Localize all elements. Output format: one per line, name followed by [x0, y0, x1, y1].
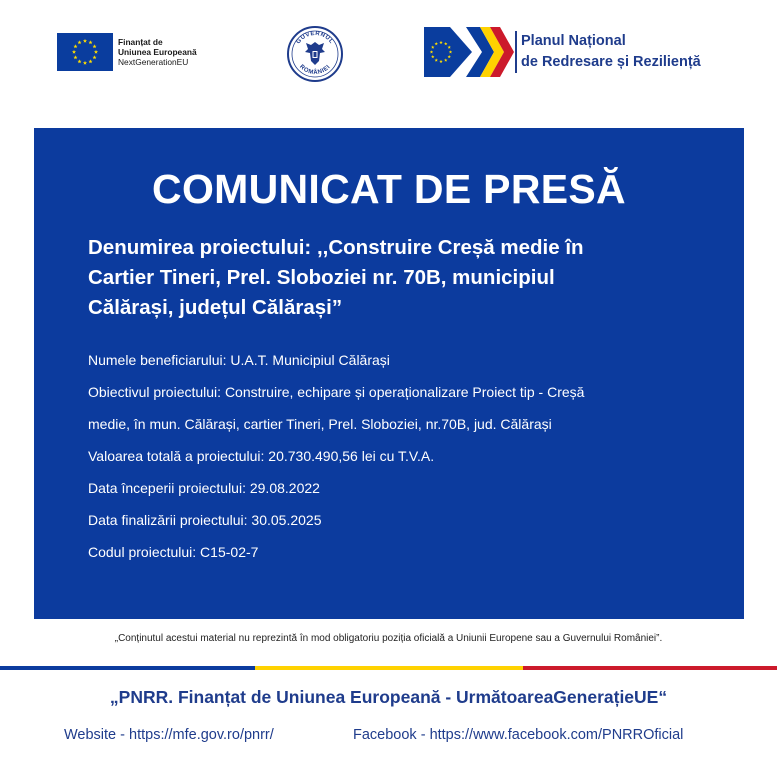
project-details — [88, 344, 708, 568]
svg-text:ROMÂNIEI: ROMÂNIEI — [298, 63, 332, 77]
eu-star-icon — [83, 39, 87, 43]
eu-star-icon — [73, 44, 77, 48]
project-name-line: Denumirea proiectului: ,,Construire Creșă medie în — [88, 236, 584, 259]
pnrr-logo-text — [515, 31, 701, 73]
press-release-panel — [34, 128, 744, 619]
pnrr-text-line2: de Redresare și Reziliență — [521, 54, 701, 70]
eu-flag-icon — [57, 33, 113, 71]
guvernul-romaniei-emblem-icon — [286, 25, 344, 83]
eu-funding-logo — [57, 33, 197, 71]
website-link[interactable]: Website - https://mfe.gov.ro/pnrr/ — [64, 727, 274, 743]
objective-line-continued: medie, în mun. Călărași, cartier Tineri, Prel. Sloboziei, nr.70B, jud. Călărași — [88, 416, 552, 432]
eu-star-icon — [77, 40, 81, 44]
eu-star-icon — [92, 55, 96, 59]
eu-star-icon — [83, 61, 87, 65]
eu-text-line3: NextGenerationEU — [118, 57, 189, 67]
objective-line: Obiectivul proiectului: Construire, echipare și operaționalizare Proiect tip - Creșă — [88, 384, 585, 400]
end-date-line: Data finalizării proiectului: 30.05.2025 — [88, 512, 322, 528]
project-name-line: Cartier Tineri, Prel. Sloboziei nr. 70B, municipiul — [88, 266, 555, 289]
eu-star-icon — [88, 40, 92, 44]
pnrr-logo — [424, 27, 701, 77]
tricolor-divider — [0, 666, 777, 670]
eu-text-line1: Finanțat de — [118, 37, 163, 47]
total-value-line: Valoarea totală a proiectului: 20.730.490,56 lei cu T.V.A. — [88, 448, 435, 464]
tricolor-red — [523, 666, 777, 670]
beneficiary-line: Numele beneficiarului: U.A.T. Municipiul Călărași — [88, 352, 390, 368]
project-name-heading — [88, 233, 688, 323]
pnrr-slogan: „PNRR. Finanțat de Uniunea Europeană - UrmătoareaGenerațieUE“ — [109, 687, 668, 707]
eu-funding-text — [118, 37, 197, 67]
start-date-line: Data începerii proiectului: 29.08.2022 — [88, 480, 320, 496]
eu-star-icon — [72, 50, 76, 54]
tricolor-yellow — [255, 666, 523, 670]
project-name-line: Călărași, județul Călărași” — [88, 296, 343, 319]
eu-star-icon — [94, 50, 98, 54]
pnrr-text-line1: Planul Național — [521, 33, 626, 49]
eu-text-line2: Uniunea Europeană — [118, 47, 197, 57]
disclaimer-text: „Conținutul acestui material nu reprezintă în mod obligatoriu poziția oficială a Uniunii Europene sau a Guvernului României”. — [114, 633, 663, 644]
eu-star-icon — [77, 59, 81, 63]
press-release-title: COMUNICAT DE PRESĂ — [152, 166, 626, 212]
facebook-link[interactable]: Facebook - https://www.facebook.com/PNRROficial — [353, 727, 684, 743]
project-code-line: Codul proiectului: C15-02-7 — [88, 544, 259, 560]
eu-star-icon — [92, 44, 96, 48]
eu-star-icon — [73, 55, 77, 59]
pnrr-arrows-icon — [424, 27, 514, 77]
eu-star-icon — [88, 59, 92, 63]
tricolor-blue — [0, 666, 255, 670]
svg-text:GUVERNUL: GUVERNUL — [295, 30, 335, 46]
